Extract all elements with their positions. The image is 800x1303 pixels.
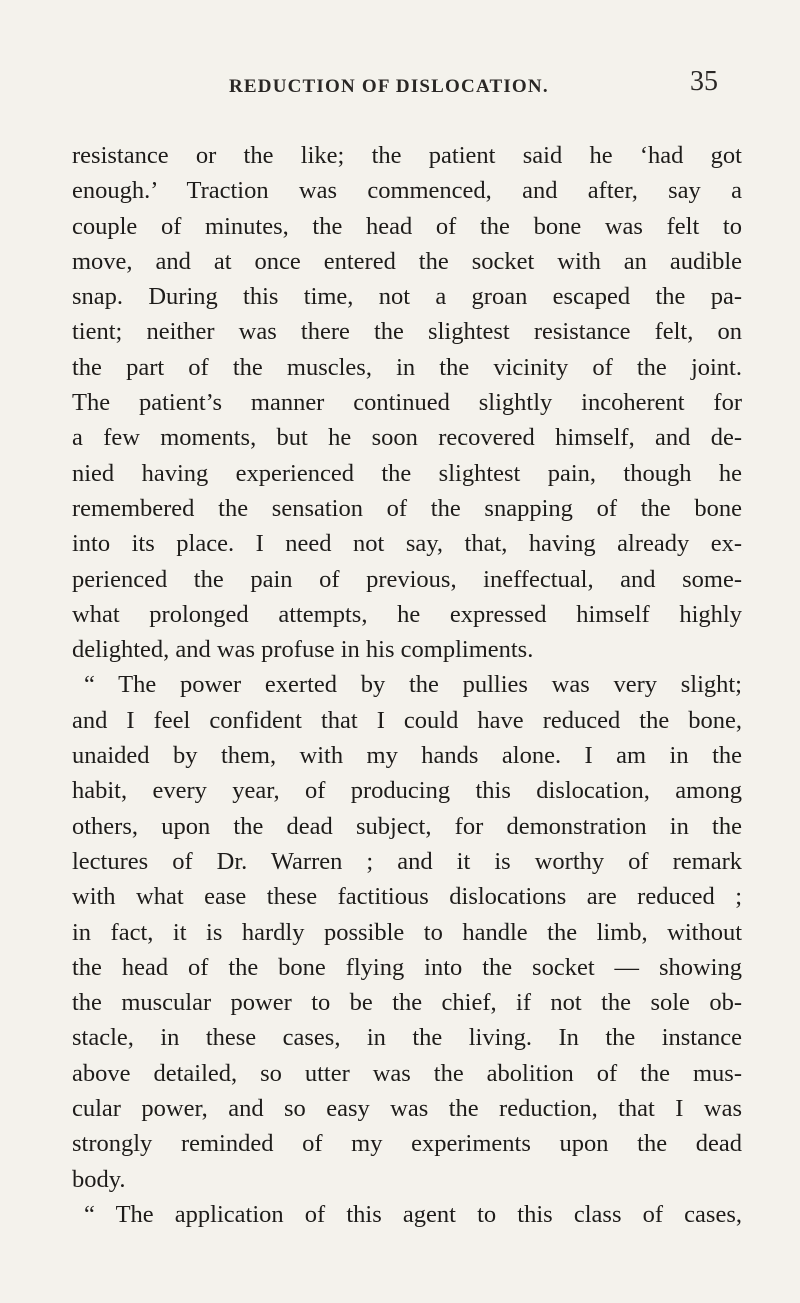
text-line: strongly reminded of my experiments upon the dead [72,1130,742,1158]
text-line: couple of minutes, the head of the bone was felt to [72,212,742,240]
text-line: a few moments, but he soon recovered himself, and de- [72,424,742,452]
text-line: others, upon the dead subject, for demonstration in the [72,812,742,840]
text-line: snap. During this time, not a groan escaped the pa- [72,283,742,311]
text-line: remembered the sensation of the snapping of the bone [72,494,742,522]
text-line: habit, every year, of producing this dislocation, among [72,777,742,805]
text-line: what prolonged attempts, he expressed himself highly [72,600,742,628]
text-line: tient; neither was there the slightest resistance felt, on [72,318,742,346]
text-line: “ The power exerted by the pullies was very slight; [84,671,742,699]
page-number: 35 [690,66,718,97]
text-line: into its place. I need not say, that, having already ex- [72,530,742,558]
text-line: the muscular power to be the chief, if not the sole ob- [72,989,742,1017]
text-line: nied having experienced the slightest pain, though he [72,459,742,487]
text-line: above detailed, so utter was the abolition of the mus- [72,1059,742,1087]
text-line: lectures of Dr. Warren ; and it is worthy of remark [72,847,742,875]
text-line: enough.’ Traction was commenced, and after, say a [72,177,742,205]
text-line: body. [72,1165,126,1193]
text-line: move, and at once entered the socket with an audible [72,247,742,275]
text-line: unaided by them, with my hands alone. I am in the [72,742,742,770]
text-line: cular power, and so easy was the reduction, that I was [72,1095,742,1123]
text-line: and I feel confident that I could have reduced the bone, [72,706,742,734]
text-line: The patient’s manner continued slightly incoherent for [72,389,742,417]
text-line: with what ease these factitious dislocations are reduced ; [72,883,742,911]
text-line: resistance or the like; the patient said he ‘had got [72,142,742,169]
text-line: “ The application of this agent to this class of cases, [84,1200,742,1228]
text-line: the head of the bone flying into the socket — showing [72,953,742,981]
text-line: delighted, and was profuse in his compliments. [72,636,534,664]
text-line: stacle, in these cases, in the living. In the instance [72,1024,742,1052]
text-line: in fact, it is hardly possible to handle the limb, without [72,918,742,946]
text-line: perienced the pain of previous, ineffectual, and some- [72,565,742,593]
text-line: the part of the muscles, in the vicinity of the joint. [72,353,742,381]
running-head: REDUCTION OF DISLOCATION. [229,76,549,97]
body-text [72,138,742,1232]
